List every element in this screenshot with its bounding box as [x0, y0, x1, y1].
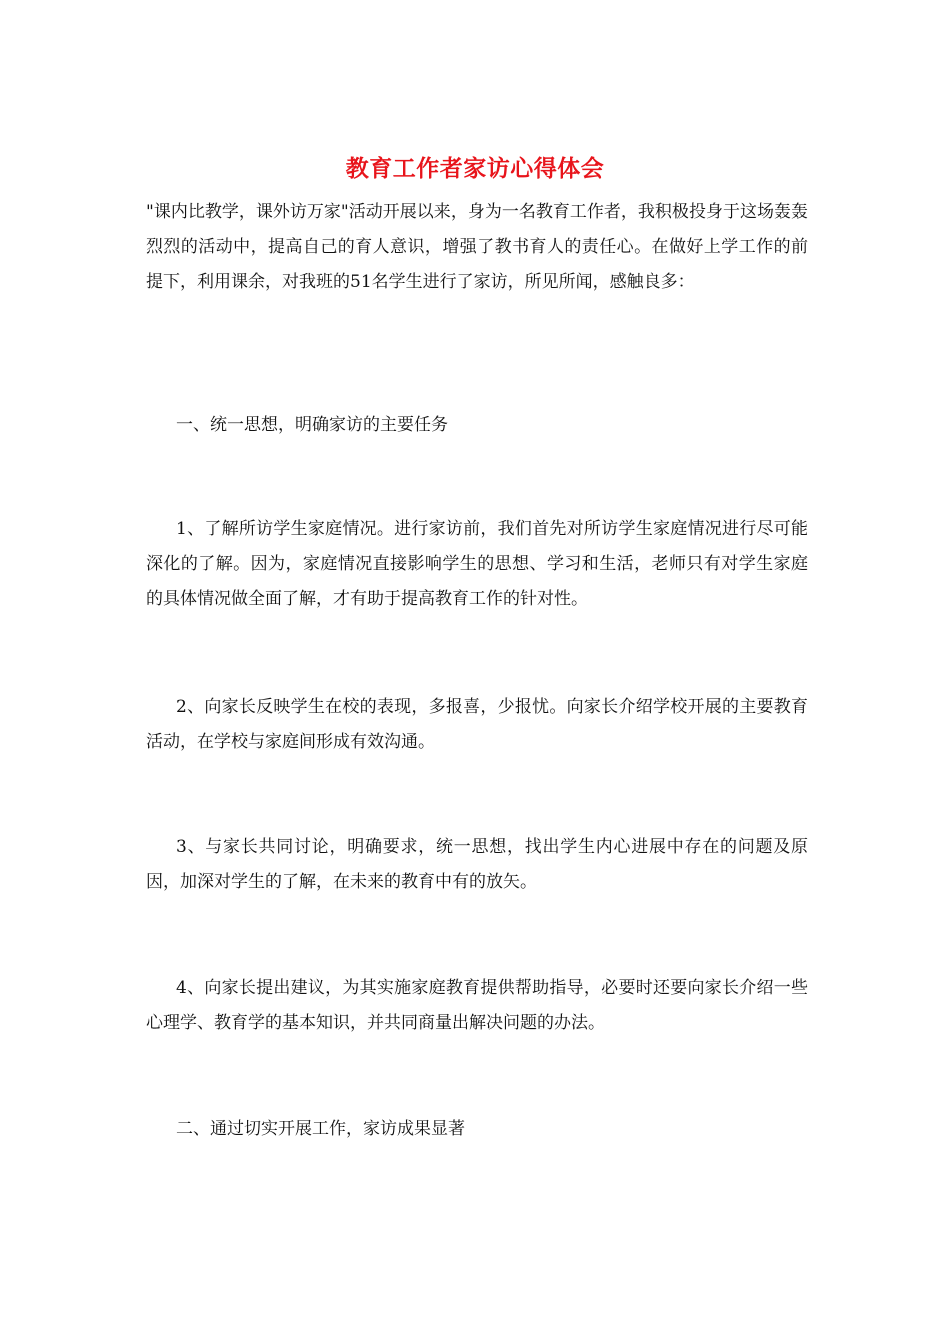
document-title: 教育工作者家访心得体会 [345, 155, 605, 182]
section-two-heading: 二、通过切实开展工作，家访成果显著 [176, 1119, 465, 1139]
list-item: 2、向家长反映学生在校的表现，多报喜，少报忧。向家长介绍学校开展的主要教育活动，在学校与家庭间形成有效沟通。 [146, 697, 808, 752]
intro-paragraph: "课内比教学，课外访万家"活动开展以来，身为一名教育工作者，我积极投身于这场轰轰烈烈的活动中，提高自己的育人意识，增强了教书育人的责任心。在做好上学工作的前提下，利用课余，对我班的51名学生进行了家访，所见所闻，感触良多： [146, 202, 808, 292]
list-item: 1、了解所访学生家庭情况。进行家访前，我们首先对所访学生家庭情况进行尽可能深化的了解。因为，家庭情况直接影响学生的思想、学习和生活，老师只有对学生家庭的具体情况做全面了解，才有助于提高教育工作的针对性。 [146, 519, 808, 609]
list-item: 4、向家长提出建议，为其实施家庭教育提供帮助指导，必要时还要向家长介绍一些心理学、教育学的基本知识，并共同商量出解决问题的办法。 [146, 978, 808, 1033]
list-item: 3、与家长共同讨论，明确要求，统一思想，找出学生内心进展中存在的问题及原因，加深对学生的了解，在未来的教育中有的放矢。 [146, 837, 808, 892]
section-one-heading: 一、统一思想，明确家访的主要任务 [176, 415, 448, 435]
